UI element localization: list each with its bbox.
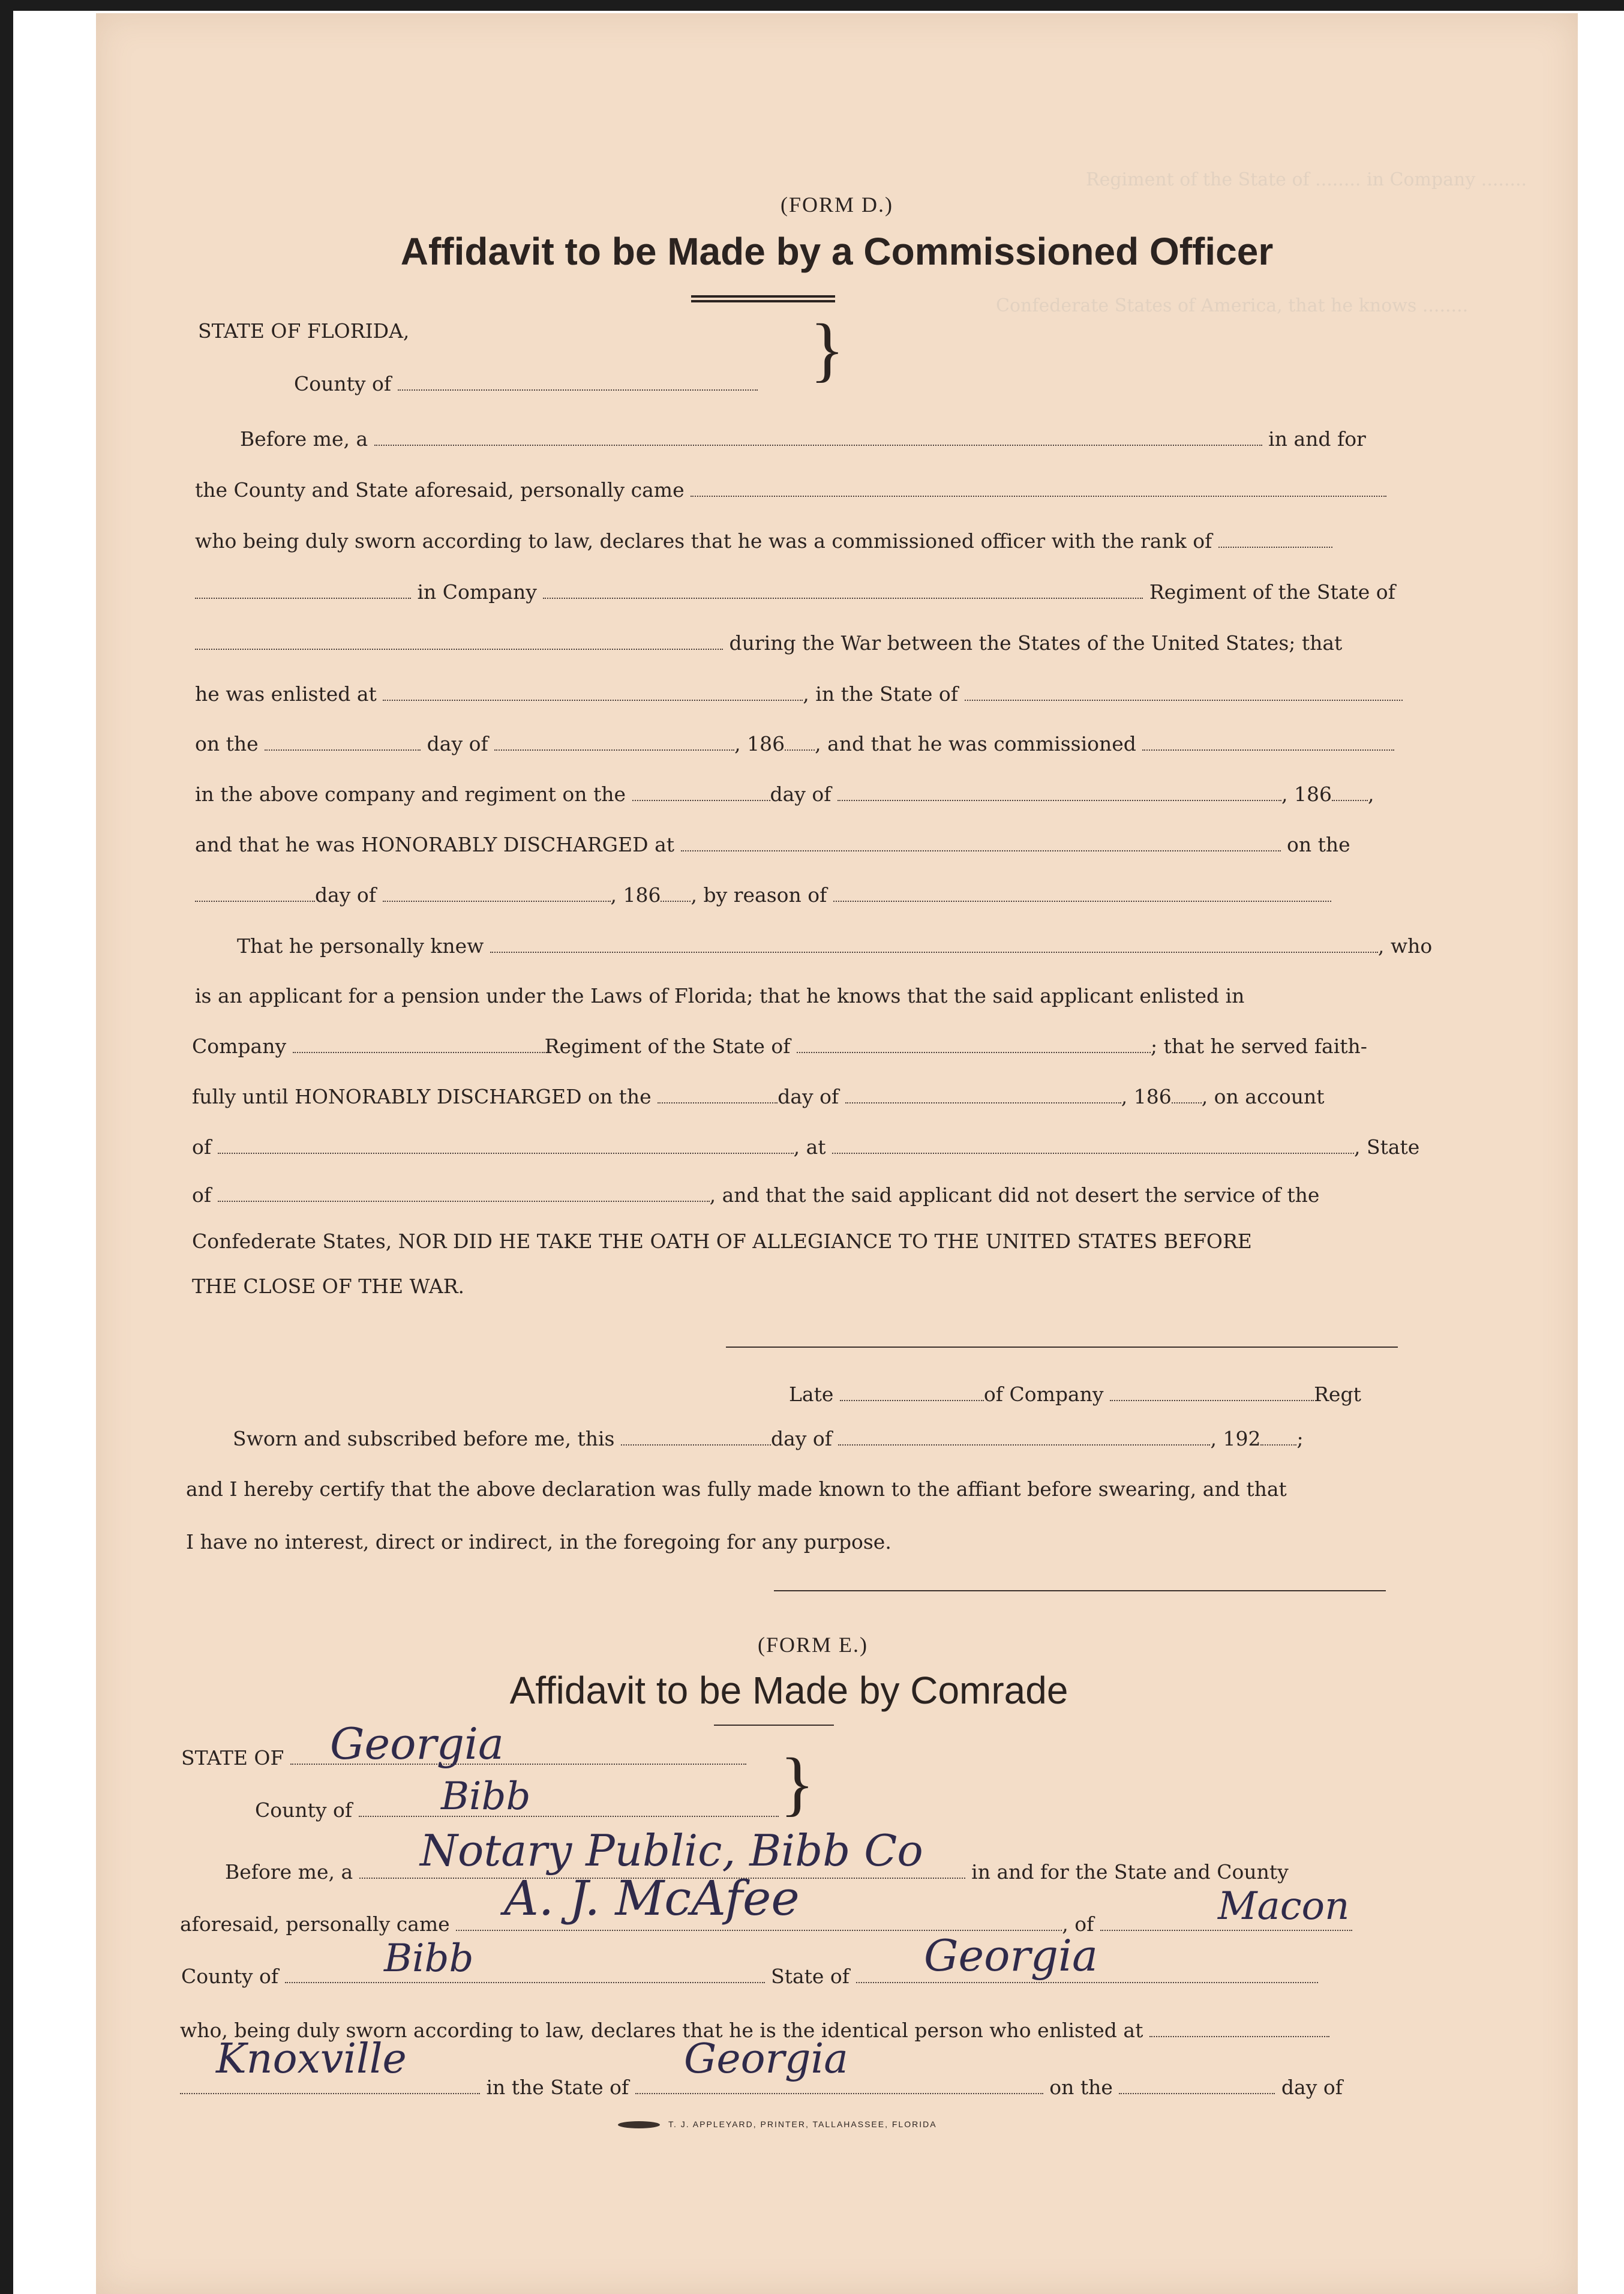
enlist-year-field[interactable] bbox=[785, 733, 815, 751]
text: County of bbox=[181, 1965, 279, 1988]
handwritten-state: Georgia bbox=[330, 1719, 504, 1769]
late-field[interactable] bbox=[840, 1383, 984, 1401]
form-d-row-18 bbox=[192, 1275, 464, 1298]
handwritten-officer: Notary Public, Bibb Co bbox=[420, 1825, 923, 1876]
rank-cont-field[interactable] bbox=[195, 581, 411, 599]
text: day of bbox=[1281, 2076, 1343, 2099]
commissioned-field[interactable] bbox=[1142, 733, 1394, 751]
scanner-frame-left bbox=[0, 0, 13, 2294]
comrade-enlist-day-field[interactable] bbox=[1119, 2076, 1275, 2094]
form-d-row-16 bbox=[192, 1183, 1319, 1207]
text: in and for the State and County bbox=[971, 1860, 1289, 1884]
text: Regiment of the State of bbox=[1149, 580, 1395, 604]
text: day of bbox=[315, 883, 377, 907]
handwritten-comrade-name: A. J. McAfee bbox=[504, 1870, 800, 1926]
text: the County and State aforesaid, personally came bbox=[195, 478, 685, 502]
text: in Company bbox=[417, 580, 537, 604]
form-d-row-13 bbox=[192, 1034, 1367, 1058]
text: who, being duly sworn according to law, declares that he is the identical person who enlisted at bbox=[180, 2019, 1143, 2042]
form-d-row-6 bbox=[195, 682, 1403, 706]
county-field[interactable] bbox=[398, 373, 758, 391]
text: and that he was HONORABLY DISCHARGED at bbox=[195, 833, 675, 856]
late-line bbox=[789, 1383, 1361, 1406]
form-e-label: (FORM E.) bbox=[757, 1633, 868, 1657]
text: STATE OF bbox=[181, 1746, 284, 1770]
company-field[interactable] bbox=[543, 581, 1143, 599]
official-signature-line[interactable] bbox=[774, 1590, 1386, 1591]
text: is an applicant for a pension under the Laws of Florida; that he knows that the said applicant enlisted in bbox=[195, 984, 1245, 1007]
form-d-row-7 bbox=[195, 732, 1394, 755]
applicant-discharge-day-field[interactable] bbox=[658, 1085, 778, 1103]
brace: } bbox=[780, 1743, 815, 1823]
enlisted-state-field[interactable] bbox=[965, 683, 1403, 701]
discharge-day-field[interactable] bbox=[195, 884, 315, 902]
form-d-row-17 bbox=[192, 1230, 1252, 1253]
text: aforesaid, personally came bbox=[180, 1912, 450, 1936]
commission-day-field[interactable] bbox=[632, 783, 770, 801]
text: of Company bbox=[983, 1383, 1104, 1406]
form-d-row-2 bbox=[195, 478, 1386, 502]
text: ; bbox=[1296, 1427, 1304, 1450]
form-d-row-5 bbox=[195, 631, 1342, 655]
enlisted-at-field[interactable] bbox=[383, 683, 803, 701]
affiant-name-field[interactable] bbox=[691, 479, 1386, 497]
text: during the War between the States of the United States; that bbox=[729, 631, 1343, 655]
applicant-discharge-month-field[interactable] bbox=[845, 1085, 1121, 1103]
sworn-year-field[interactable] bbox=[1260, 1428, 1296, 1446]
text: County of bbox=[255, 1798, 353, 1822]
account-of-field[interactable] bbox=[218, 1136, 794, 1154]
text: THE CLOSE OF THE WAR. bbox=[192, 1275, 465, 1298]
enlisted-at-field[interactable] bbox=[1149, 2019, 1329, 2037]
handwritten-town: Macon bbox=[1218, 1884, 1350, 1929]
comrade-county-field[interactable] bbox=[359, 1799, 779, 1817]
comrade-county2-field[interactable] bbox=[285, 1965, 765, 1983]
bleed-through: Confederate States of America, that he knows ........ bbox=[996, 295, 1469, 316]
county-line bbox=[294, 372, 758, 395]
form-d-row-15 bbox=[192, 1135, 1419, 1159]
text: Confederate States, NOR DID HE TAKE THE OATH OF ALLEGIANCE TO THE UNITED STATES BEFORE bbox=[192, 1230, 1252, 1253]
text: day of bbox=[427, 732, 488, 755]
state-label: STATE OF FLORIDA, bbox=[198, 319, 410, 343]
form-d-row-4 bbox=[195, 580, 1395, 604]
form-d-title: Affidavit to be Made by a Commissioned Officer bbox=[400, 230, 1274, 273]
text: Sworn and subscribed before me, this bbox=[233, 1427, 615, 1450]
sworn-month-field[interactable] bbox=[838, 1428, 1210, 1446]
form-d-row-14 bbox=[192, 1085, 1325, 1108]
at-field[interactable] bbox=[832, 1136, 1354, 1154]
late-company-field[interactable] bbox=[1110, 1383, 1314, 1401]
form-d-row-1 bbox=[240, 427, 1366, 451]
text: Regiment of the State of bbox=[544, 1034, 791, 1058]
certify-line-2 bbox=[186, 1530, 891, 1554]
text: , State bbox=[1354, 1135, 1420, 1159]
county-label: County of bbox=[294, 372, 392, 395]
text: , 186 bbox=[1281, 782, 1332, 806]
discharge-year-field[interactable] bbox=[661, 884, 691, 902]
text: fully until HONORABLY DISCHARGED on the bbox=[192, 1085, 652, 1108]
form-d-row-12 bbox=[195, 984, 1244, 1007]
text: on the bbox=[1287, 833, 1350, 856]
text: Company bbox=[192, 1034, 287, 1058]
text: , and that he was commissioned bbox=[815, 732, 1136, 755]
text: , of bbox=[1062, 1912, 1094, 1936]
text: , in the State of bbox=[803, 682, 959, 706]
text: and I hereby certify that the above declaration was fully made known to the affiant before swearing, and that bbox=[186, 1477, 1287, 1501]
text: , and that the said applicant did not desert the service of the bbox=[709, 1183, 1320, 1207]
applicant-state-field[interactable] bbox=[797, 1035, 1151, 1053]
text: I have no interest, direct or indirect, in the foregoing for any purpose. bbox=[186, 1530, 891, 1554]
applicant-discharge-year-field[interactable] bbox=[1172, 1085, 1202, 1103]
text: he was enlisted at bbox=[195, 682, 377, 706]
scanner-frame-top bbox=[0, 0, 1624, 11]
certify-line-1 bbox=[186, 1477, 1287, 1501]
text: Late bbox=[789, 1383, 834, 1406]
text: on the bbox=[1049, 2076, 1113, 2099]
form-d-row-11 bbox=[237, 934, 1432, 958]
officer-title-field[interactable] bbox=[374, 428, 1262, 446]
text: State of bbox=[771, 1965, 850, 1988]
form-e-title: Affidavit to be Made by Comrade bbox=[509, 1669, 1068, 1712]
text: in and for bbox=[1268, 427, 1366, 451]
commission-month-field[interactable] bbox=[837, 783, 1281, 801]
text: ; that he served faith- bbox=[1151, 1034, 1367, 1058]
brace: } bbox=[810, 309, 845, 389]
text: That he personally knew bbox=[237, 934, 484, 958]
form-e-county2-line bbox=[181, 1965, 1318, 1988]
state-of-field[interactable] bbox=[218, 1184, 710, 1202]
title-double-rule bbox=[691, 295, 835, 302]
discharged-at-field[interactable] bbox=[681, 833, 1281, 851]
sworn-line bbox=[233, 1427, 1304, 1450]
text: , 192 bbox=[1210, 1427, 1261, 1450]
text: in the State of bbox=[486, 2076, 629, 2099]
state-line bbox=[198, 319, 409, 343]
text: Regt bbox=[1314, 1383, 1361, 1406]
form-d-row-10 bbox=[195, 883, 1331, 907]
handwritten-state2: Georgia bbox=[924, 1930, 1098, 1981]
enlist-month-field[interactable] bbox=[494, 733, 734, 751]
text: of bbox=[192, 1183, 212, 1207]
text: , by reason of bbox=[691, 883, 827, 907]
handwritten-county2: Bibb bbox=[384, 1936, 474, 1981]
bleed-through: Regiment of the State of ........ in Company ........ bbox=[1086, 169, 1527, 190]
form-paper bbox=[96, 13, 1578, 2294]
text: day of bbox=[770, 782, 831, 806]
printer-mark-icon bbox=[618, 2121, 660, 2128]
reason-field[interactable] bbox=[833, 884, 1331, 902]
text: Before me, a bbox=[240, 427, 368, 451]
text: day of bbox=[778, 1085, 839, 1108]
printer-text: T. J. APPLEYARD, PRINTER, TALLAHASSEE, FLORIDA bbox=[668, 2119, 937, 2129]
rank-field[interactable] bbox=[1218, 530, 1332, 548]
form-d-row-8 bbox=[195, 782, 1374, 806]
text: , at bbox=[793, 1135, 826, 1159]
text: , 186 bbox=[1121, 1085, 1172, 1108]
text: , on account bbox=[1201, 1085, 1325, 1108]
text: Before me, a bbox=[225, 1860, 353, 1884]
text: , 186 bbox=[610, 883, 661, 907]
handwritten-enlisted-at: Knoxville bbox=[216, 2035, 407, 2083]
applicant-company-field[interactable] bbox=[293, 1035, 545, 1053]
form-d-row-3 bbox=[195, 529, 1332, 553]
applicant-name-field[interactable] bbox=[490, 935, 1378, 953]
text: who being duly sworn according to law, declares that he was a commissioned officer with the rank of bbox=[195, 529, 1212, 553]
handwritten-county: Bibb bbox=[441, 1774, 531, 1819]
commission-year-field[interactable] bbox=[1332, 783, 1368, 801]
text: on the bbox=[195, 732, 259, 755]
form-d-label: (FORM D.) bbox=[780, 193, 893, 217]
sworn-day-field[interactable] bbox=[621, 1428, 771, 1446]
enlist-day-field[interactable] bbox=[265, 733, 421, 751]
text: , who bbox=[1377, 934, 1433, 958]
form-d-row-9 bbox=[195, 833, 1350, 856]
discharge-month-field[interactable] bbox=[383, 884, 611, 902]
text: of bbox=[192, 1135, 212, 1159]
text: , 186 bbox=[734, 732, 785, 755]
text: , bbox=[1367, 782, 1374, 806]
form-e-title-rule bbox=[714, 1725, 834, 1726]
printer-imprint bbox=[618, 2119, 937, 2129]
signature-line[interactable] bbox=[726, 1347, 1398, 1348]
text: in the above company and regiment on the bbox=[195, 782, 626, 806]
handwritten-enlist-state: Georgia bbox=[684, 2035, 848, 2083]
text: day of bbox=[770, 1427, 832, 1450]
state-regiment-field[interactable] bbox=[195, 632, 723, 650]
